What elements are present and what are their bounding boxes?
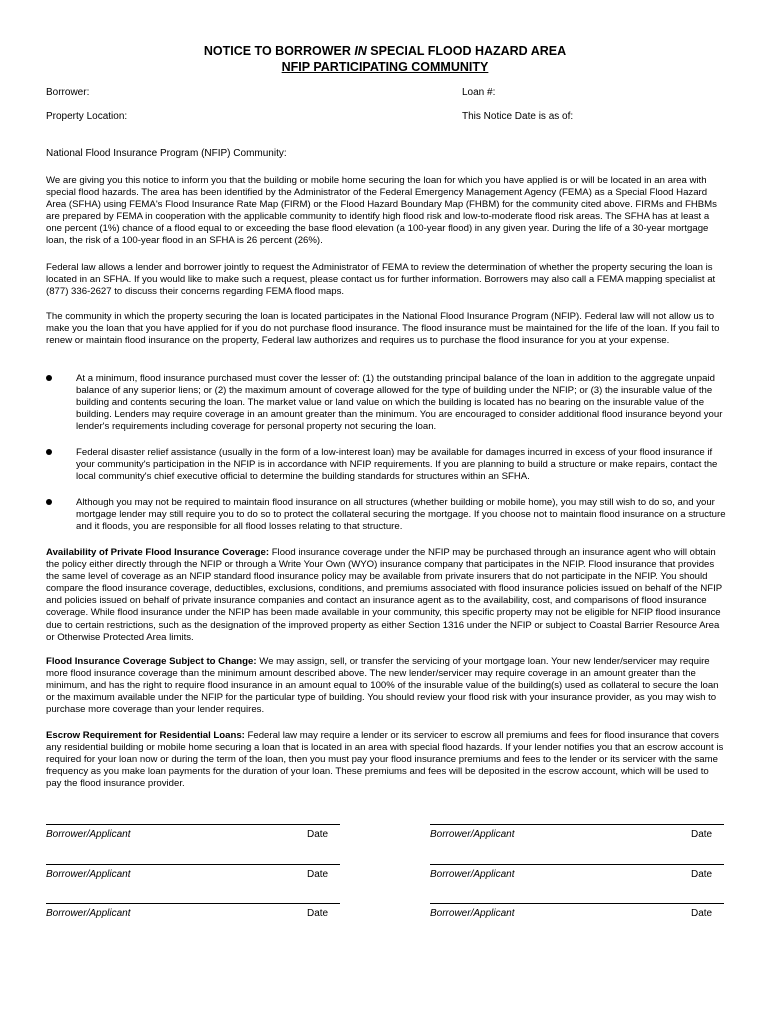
borrower-applicant-label: Borrower/Applicant <box>46 869 131 880</box>
participation-paragraph: The community in which the property securing the loan is located participates in the National Flood Insurance Program (NFIP). Federal law will not allow us to make you the loan that you have applied for if you do not purchase flood insurance. The flood insurance must be maintained for the life of the loan. If you fail to renew or maintain flood insurance on the property, Federal law authorizes and requires us to purchase the flood insurance for you at your expense. <box>46 311 720 347</box>
borrower-applicant-label: Borrower/Applicant <box>46 829 131 840</box>
signature-line[interactable] <box>430 903 724 904</box>
coverage-change-section <box>46 656 726 716</box>
bullet-dot <box>46 449 52 455</box>
date-label: Date <box>691 869 713 880</box>
borrower-applicant-label: Borrower/Applicant <box>430 829 515 840</box>
bullet-text: Although you may not be required to maintain flood insurance on all structures (whether building or mobile home), you may still wish to do so, and your mortgage lender may still require you to do so to protect the collateral securing the mortgage. If you choose not to maintain flood insurance on a structure and it floods, you are responsible for all flood losses relating to that structure. <box>76 497 726 533</box>
notice-date-label: This Notice Date is as of: <box>462 111 574 122</box>
signature-line[interactable] <box>46 903 340 904</box>
signature-line[interactable] <box>430 824 724 825</box>
signature-line[interactable] <box>46 864 340 865</box>
community-label: National Flood Insurance Program (NFIP) Community: <box>46 148 287 159</box>
title-part-2: SPECIAL FLOOD HAZARD AREA <box>366 44 567 58</box>
coverage-change-heading: Flood Insurance Coverage Subject to Change: <box>46 656 257 667</box>
private-coverage-body: Flood insurance coverage under the NFIP may be purchased through an insurance agent who will obtain the policy either directly through the NFIP or through a Write Your Own (WYO) insurance company that participates in the NFIP. Flood insurance that provides the same level of coverage as an NFIP standard flood insurance policy may be available from private insurers that do not participate in the NFIP. You should compare the flood insurance coverage, deductibles, exclusions, conditions, and premiums associated with flood insurance policies issued on behalf of the NFIP and policies issued on behalf of private insurance companies and contact an insurance agent as to the availability, cost, and comparisons of flood insurance coverage. While flood insurance under the NFIP has been made available in your community, this specific property may not be eligible for NFIP flood insurance due to certain restrictions, such as the designation of the improved property as either Section 1316 under the NFIP or subject to Coastal Barrier Resource Area or Otherwise Protected Area limits. <box>46 547 723 643</box>
private-coverage-section <box>46 547 726 644</box>
title-part-in: IN <box>354 44 367 58</box>
date-label: Date <box>307 829 329 840</box>
signature-line[interactable] <box>46 824 340 825</box>
bullet-dot <box>46 499 52 505</box>
date-label: Date <box>691 829 713 840</box>
bullet-dot <box>46 375 52 381</box>
bullet-item <box>46 373 726 433</box>
signature-line[interactable] <box>430 864 724 865</box>
bullet-item <box>46 497 726 533</box>
date-label: Date <box>691 908 713 919</box>
intro-paragraph: We are giving you this notice to inform you that the building or mobile home securing the loan for which you have applied is or will be located in an area with special flood hazards. The area has been identified by the Administrator of the Federal Emergency Management Agency (FEMA) as a Special Flood Hazard Area (SFHA) using FEMA's Flood Insurance Rate Map (FIRM) or the Flood Hazard Boundary Map (FHBM) for the community cited above. FIRMs and FHBMs are prepared by FEMA in cooperation with the applicable community to identify high flood risk and low-to-moderate flood risk areas. The SFHA has at least a one percent (1%) chance of a flood equal to or exceeding the base flood elevation (a 100-year flood) in any given year. During the life of a 30-year mortgage loan, the risk of a 100-year flood in an SFHA is 26 percent (26%). <box>46 175 717 247</box>
notice-title <box>0 44 770 58</box>
notice-subtitle: NFIP PARTICIPATING COMMUNITY <box>281 60 489 74</box>
bullet-text: Federal disaster relief assistance (usually in the form of a low-interest loan) may be available for damages incurred in excess of your flood insurance if your community's participation in the NFIP is in accordance with NFIP requirements. If you are planning to build a structure or make repairs, contact the local community's chief executive official to determine the building standards for structures within an SFHA. <box>76 447 718 483</box>
escrow-section <box>46 730 726 790</box>
date-label: Date <box>307 908 329 919</box>
coverage-change-body: We may assign, sell, or transfer the servicing of your mortgage loan. Your new lender/servicer may require more flood insurance coverage than the minimum amount described above. The new lender/servicer may require coverage in an amount greater than the minimum, and has the right to require flood insurance in an amount equal to 100% of the insurable value of the building(s) used as collateral to secure the loan or the maximum available under the NFIP for the particular type of building. You should review your flood risk with your insurance provider, as you may wish to purchase more coverage than your lender requires. <box>46 656 719 716</box>
date-label: Date <box>307 869 329 880</box>
borrower-applicant-label: Borrower/Applicant <box>430 869 515 880</box>
escrow-heading: Escrow Requirement for Residential Loans: <box>46 730 245 741</box>
bullet-text: At a minimum, flood insurance purchased must cover the lesser of: (1) the outstanding principal balance of the loan in addition to the aggregate unpaid balance of any superior liens; or (2) the maximum amount of coverage allowed for the type of building under the NFIP; or (3) the insurable value of the building and contents securing the loan. The market value or land value on which the building is located has no bearing on the insurable value of the building. Lenders may require coverage in an amount greater than the minimum. You are encouraged to consider additional flood insurance beyond your lender's requirements including coverage for personal property not securing the loan. <box>76 373 723 433</box>
title-part-1: NOTICE TO BORROWER <box>203 44 355 58</box>
private-coverage-heading: Availability of Private Flood Insurance Coverage: <box>46 547 270 558</box>
loan-number-label: Loan #: <box>462 87 496 98</box>
bullet-item <box>46 447 726 483</box>
borrower-applicant-label: Borrower/Applicant <box>46 908 131 919</box>
borrower-label: Borrower: <box>46 87 90 98</box>
review-paragraph: Federal law allows a lender and borrower jointly to request the Administrator of FEMA to review the determination of whether the property securing the loan is located in an SFHA. If you would like to make such a request, please contact us for further information. Borrowers may also call a FEMA mapping specialist at (877) 336-2627 to discuss their concerns regarding FEMA flood maps. <box>46 262 716 298</box>
borrower-applicant-label: Borrower/Applicant <box>430 908 515 919</box>
property-location-label: Property Location: <box>46 111 128 122</box>
escrow-body: Federal law may require a lender or its servicer to escrow all premiums and fees for flood insurance that covers any residential building or mobile home securing a loan that is located in an area with special flood hazards. If your lender notifies you that an escrow account is required for your loan now or during the term of the loan, then you must pay your flood insurance premiums and fees to the lender or its servicer with the same frequency as you make loan payments for the duration of your loan. These premiums and fees will be deposited in the escrow account, which will be used to pay the flood insurance provider. <box>46 730 724 790</box>
